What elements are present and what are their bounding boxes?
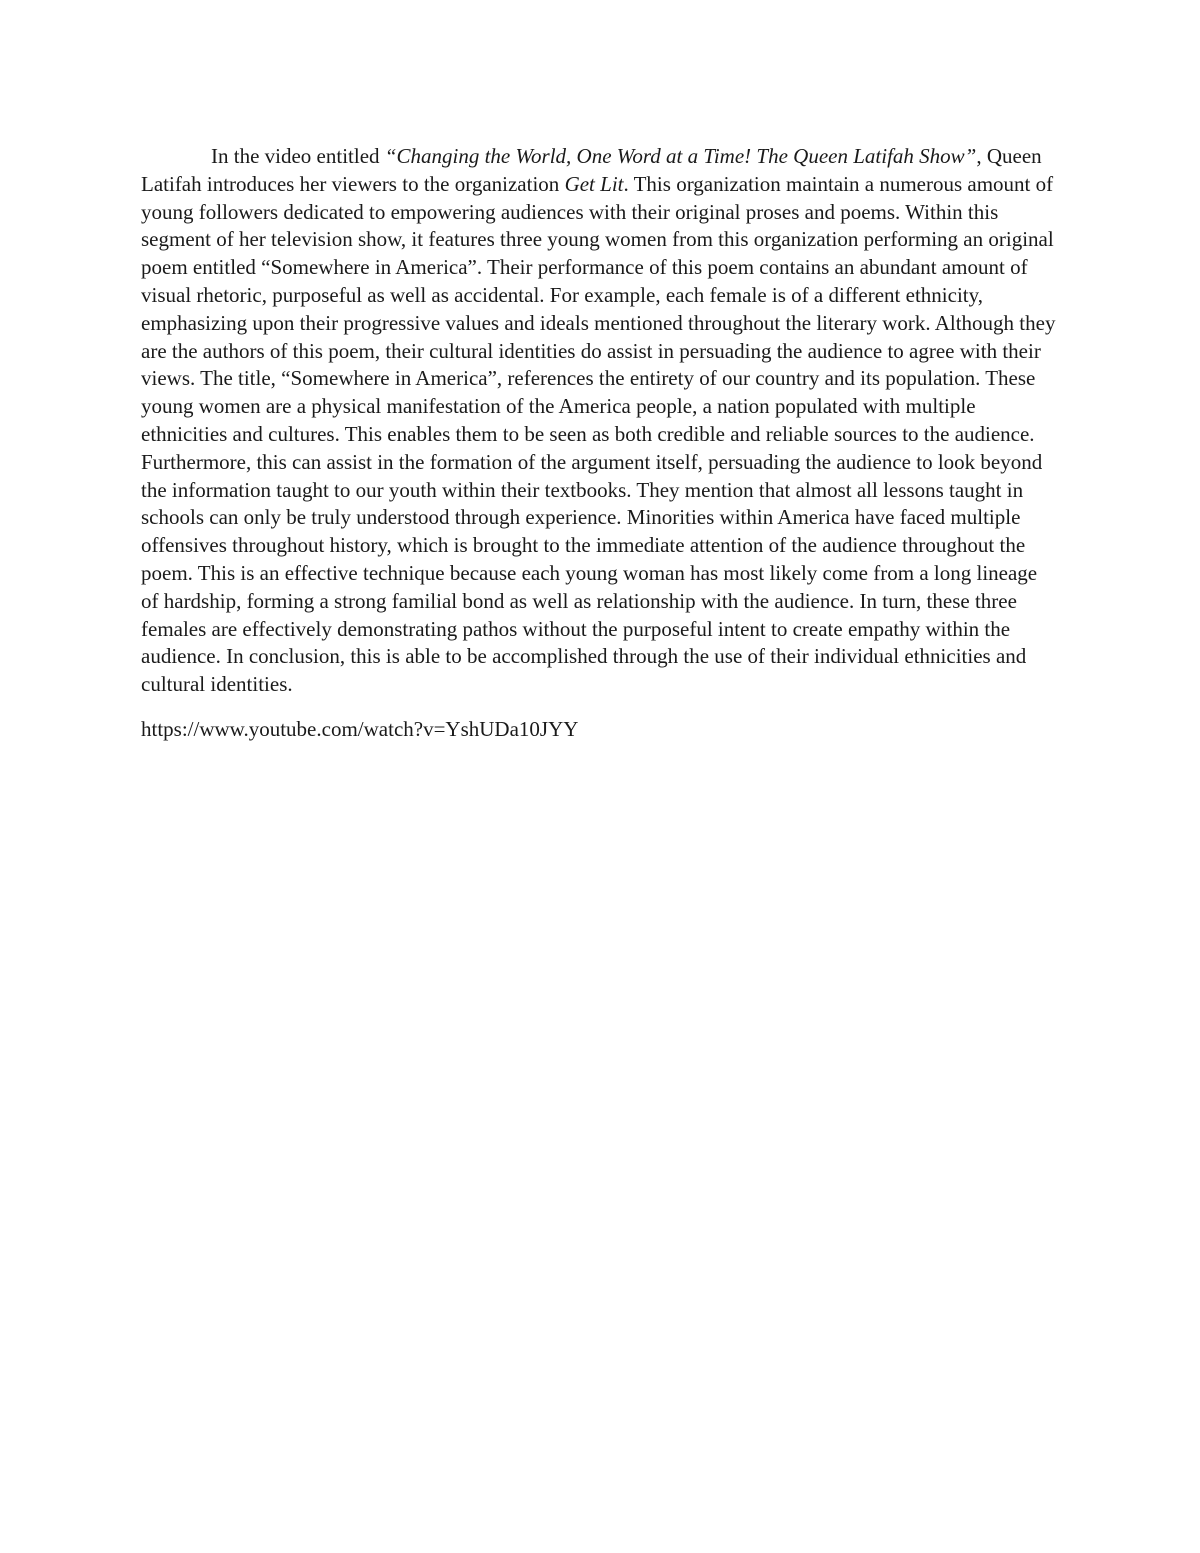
youtube-link[interactable]: https://www.youtube.com/watch?v=YshUDa10JYY (141, 716, 579, 741)
organization-name: Get Lit (564, 171, 624, 196)
paragraph-body: . This organization maintain a numerous amount of young followers dedicated to empowering audiences with their original proses and poems. Within this segment of her television show, it features three young women from this organization performing an original poem entitled “Somewhere in America”. Their performance of this poem contains an abundant amount of visual rhetoric, purposeful as well as accidental. For example, each female is of a different ethnicity, emphasizing upon their progressive values and ideals mentioned throughout the literary work. Although they are the authors of this poem, their cultural identities do assist in persuading the audience to agree with their views. The title, “Somewhere in America”, references the entirety of our country and its population. These young women are a physical manifestation of the America people, a nation populated with multiple ethnicities and cultures. This enables them to be seen as both credible and reliable sources to the audience. Furthermore, this can assist in the formation of the argument itself, persuading the audience to look beyond the information taught to our youth within their textbooks. They mention that almost all lessons taught in schools can only be truly understood through experience. Minorities within America have faced multiple offensives throughout history, which is brought to the immediate attention of the audience throughout the poem. This is an effective technique because each young woman has most likely come from a long lineage of hardship, forming a strong familial bond as well as relationship with the audience. In turn, these three females are effectively demonstrating pathos without the purposeful intent to create empathy within the audience. In conclusion, this is able to be accomplished through the use of their individual ethnicities and cultural identities. (141, 171, 1056, 697)
body-paragraph (141, 143, 1059, 699)
video-title: “Changing the World, One Word at a Time! The Queen Latifah Show” (384, 144, 977, 168)
paragraph-after-title: , Queen Latifah introduces her viewers to the organization (141, 144, 1042, 196)
document-content (141, 143, 1059, 744)
paragraph-intro: In the video entitled (211, 144, 385, 168)
